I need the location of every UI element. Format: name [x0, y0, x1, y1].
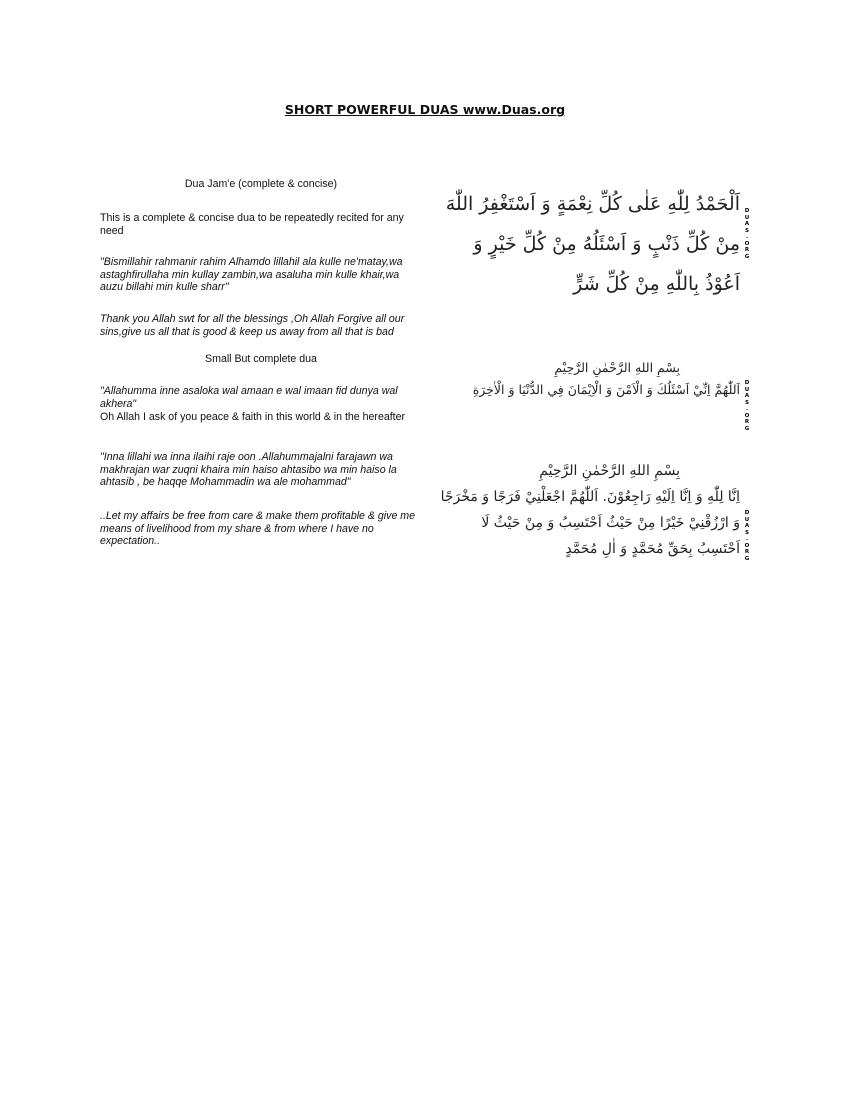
- translation: Oh Allah I ask of you peace & faith in this world & in the hereafter: [100, 411, 406, 423]
- page-title: SHORT POWERFUL DUAS www.Duas.org: [284, 102, 566, 117]
- section-intro: This is a complete & concise dua to be repeatedly recited for any need: [100, 212, 404, 237]
- transliteration: "Bismillahir rahmanir rahim Alhamdo lillahil ala kulle ne'matay,wa astaghfirullaha min kullay zambin,wa asaluha min kulle khair,wa auzu billahi min kulle sharr": [100, 256, 403, 293]
- arabic-dua: اَللّٰهُمَّ اِنِّيْ اَسْئَلُكَ وَ الْاَمْنَ وَ الْاِيْمَانَ فِي الدُّنْيَا وَ الْاٰخِرَةِ: [472, 382, 740, 397]
- transliteration: "Allahumma inne asaloka wal amaan e wal imaan fid dunya wal akhera": [100, 385, 398, 410]
- translation: ..Let my affairs be free from care & make them profitable & give me means of livelihood from my share & from where I have no expectation..: [100, 510, 415, 547]
- arabic-basmala: بِسْمِ اللهِ الرَّحْمٰنِ الرَّحِيْمِ: [539, 463, 680, 479]
- transliteration: "Inna lillahi wa inna ilaihi raje oon .Allahummajalni farajawn wa makhrajan war zuqni khaira min haiso ahtasibo wa min haiso la ahtasib , be haqqe Mohammadin wa ale mohammad": [100, 451, 397, 488]
- watermark-duas-org: D U A S . O R G: [744, 510, 750, 562]
- watermark-duas-org: D U A S . O R G: [744, 380, 750, 432]
- translation: Thank you Allah swt for all the blessings ,Oh Allah Forgive all our sins,give us all that is good & keep us away from all that is bad: [100, 313, 405, 338]
- section-heading: Dua Jam'e (complete & concise): [184, 178, 338, 190]
- watermark-duas-org: D U A S . O R G: [744, 208, 750, 260]
- arabic-dua-block: [440, 357, 740, 401]
- arabic-basmala: بِسْمِ اللهِ الرَّحْمٰنِ الرَّحِيْمِ: [554, 360, 680, 375]
- arabic-dua: اِنَّا لِلّٰهِ وَ اِنَّا اِلَيْهِ رَاجِعُوْنَ. اَللّٰهُمَّ اجْعَلْنِيْ فَرَجًا وَ مَخْرَجًا وَ ارْزُقْنِيْ خَيْرًا مِنْ حَيْثُ اَحْتَسِبُ وَ مِنْ حَيْثُ لَا اَحْتَسِبُ بِحَقِّ مُحَمَّدٍ وَ اٰلِ مُحَمَّدٍ: [440, 489, 740, 557]
- arabic-dua: اَلْحَمْدُ لِلّٰهِ عَلٰى كُلِّ نِعْمَةٍ وَ اَسْتَغْفِرُ اللّٰهَ مِنْ كُلِّ ذَنْبٍ وَ اَسْئَلُهُ مِنْ كُلِّ خَيْرٍ وَ اَعُوْذُ بِاللّٰهِ مِنْ كُلِّ شَرٍّ: [445, 193, 740, 295]
- arabic-dua-block: [440, 458, 740, 562]
- section-heading: Small But complete dua: [205, 353, 317, 365]
